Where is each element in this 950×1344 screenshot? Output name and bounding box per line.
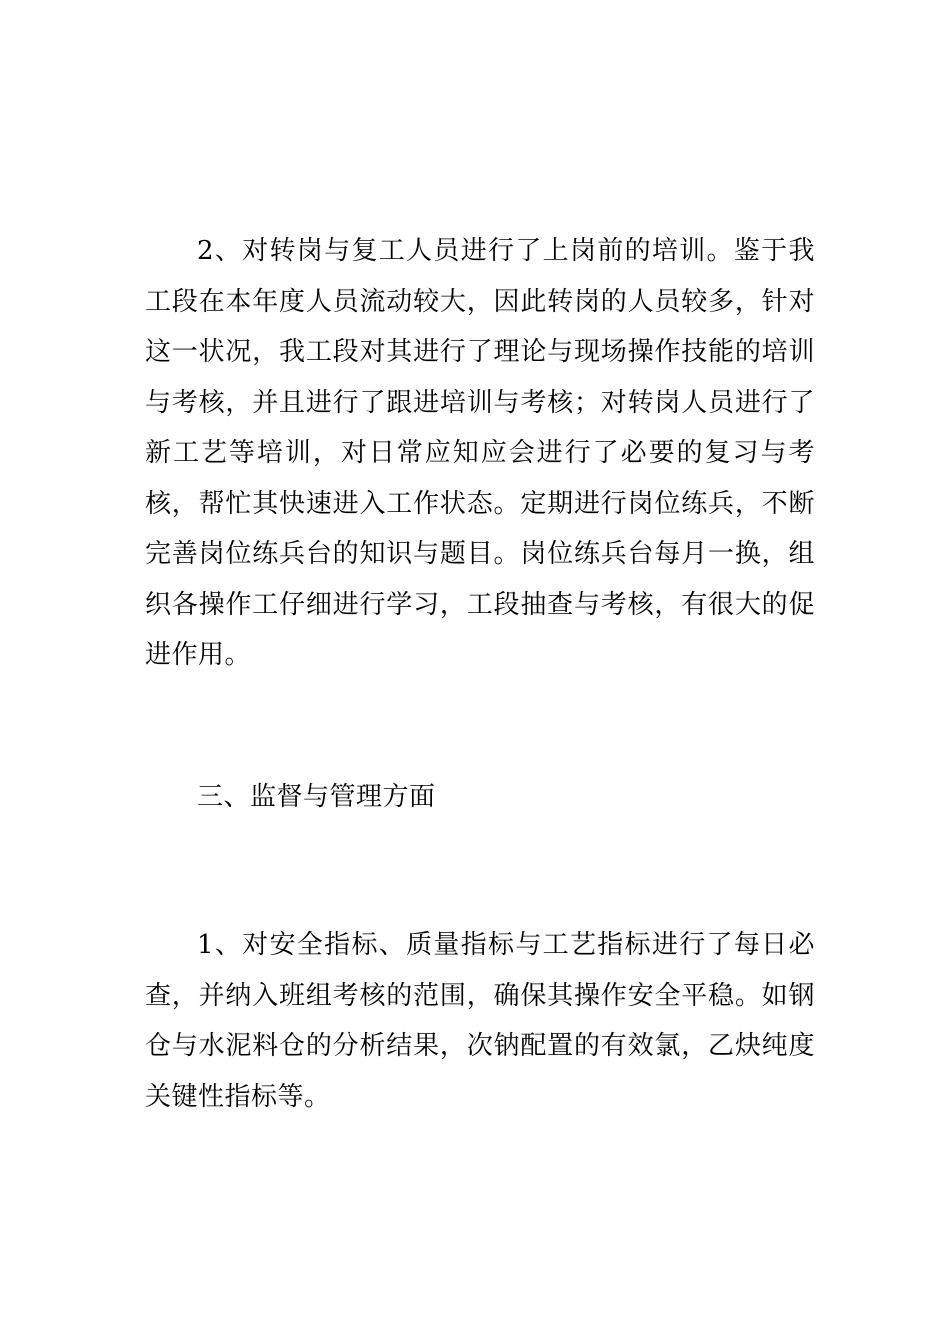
section-heading-supervision: 三、监督与管理方面 — [197, 782, 436, 812]
body-paragraph-training: 2、对转岗与复工人员进行了上岗前的培训。鉴于我工段在本年度人员流动较大，因此转岗的人员较多，针对这一状况，我工段对其进行了理论与现场操作技能的培训与考核，并且进行了跟进培训与考核；对转岗人员进行了新工艺等培训，对日常应知应会进行了必要的复习与考核，帮忙其快速进入工作状态。定期进行岗位练兵，不断完善岗位练兵台的知识与题目。岗位练兵台每月一换，组织各操作工仔细进行学习，工段抽查与考核，有很大的促进作用。 — [145, 236, 815, 670]
body-paragraph-indicators: 1、对安全指标、质量指标与工艺指标进行了每日必查，并纳入班组考核的范围，确保其操作安全平稳。如钢仓与水泥料仓的分析结果，次钠配置的有效氯，乙炔纯度关键性指标等。 — [145, 930, 815, 1112]
